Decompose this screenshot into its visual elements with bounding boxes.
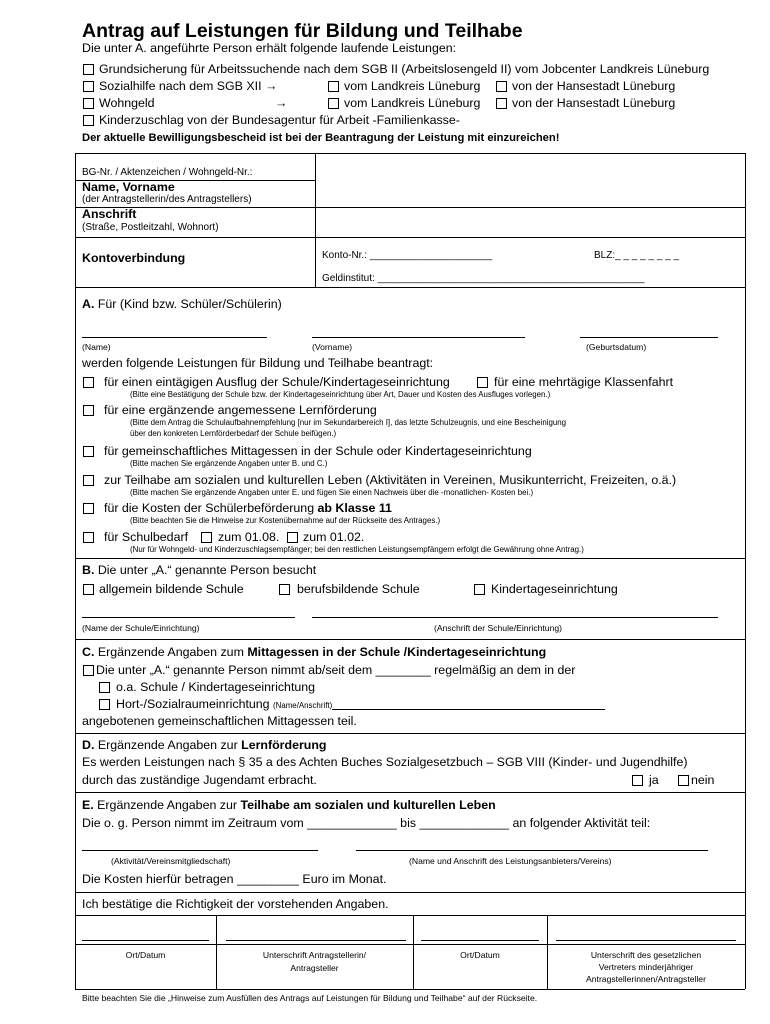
- checkbox-mittagessen[interactable]: [83, 446, 94, 457]
- school-name-caption: (Name der Schule/Einrichtung): [82, 623, 200, 633]
- name-field[interactable]: [316, 181, 744, 206]
- mittag-line-1: Die unter „A.“ genannte Person nimmt ab/seit dem ________ regelmäßig an dem in der: [96, 663, 576, 677]
- checkbox-befoerderung[interactable]: [83, 503, 94, 514]
- wohngeld-label: Wohngeld: [99, 96, 155, 110]
- account-label: Kontoverbindung: [82, 251, 186, 265]
- school-address-line[interactable]: [312, 617, 718, 618]
- zum-0102-label: zum 01.02.: [303, 530, 365, 544]
- ja-label: ja: [649, 773, 659, 787]
- lern-hint-2: über den konkreten Lernförderbedarf der Schule beifügen.): [130, 429, 337, 438]
- lern-line-2: durch das zuständige Jugendamt erbracht.: [82, 773, 317, 787]
- intro-text: Die unter A. angeführte Person erhält folgende laufende Leistungen:: [82, 41, 457, 55]
- checkbox-teilhabe[interactable]: [83, 475, 94, 486]
- checkbox-hansestadt-2[interactable]: [496, 98, 507, 109]
- checkbox-schule-kita[interactable]: [99, 682, 110, 693]
- activity-caption: (Aktivität/Vereinsmitgliedschaft): [111, 856, 231, 866]
- landkreis-2-label: vom Landkreis Lüneburg: [344, 96, 481, 110]
- teilhabe-line-1: Die o. g. Person nimmt im Zeitraum vom _____________ bis _____________ an folgender Aktivität teil:: [82, 816, 651, 830]
- checkbox-berufsbildend[interactable]: [279, 584, 290, 595]
- signature-guardian-caption-1: Unterschrift des gesetzlichen: [590, 950, 702, 960]
- grundsicherung-label: Grundsicherung für Arbeitssuchende nach dem SGB II (Arbeitslosengeld II) vom Jobcenter Landkreis Lüneburg: [99, 62, 710, 76]
- frame-left: [75, 153, 76, 989]
- ort-datum-2-line[interactable]: [421, 940, 539, 941]
- ausflug-hint: (Bitte eine Bestätigung der Schule bzw. der Kindertageseinrichtung über Art, Dauer und Kosten des Ausfluges vorlegen.): [130, 390, 551, 399]
- footer-note: Bitte beachten Sie die „Hinweise zum Ausfüllen des Antrags auf Leistungen für Bildung und Teilhabe“ auf der Rückseite.: [82, 993, 538, 1003]
- signature-applicant-caption-1: Unterschrift Antragstellerin/: [262, 950, 367, 960]
- teilhabe-hint: (Bitte machen Sie ergänzende Angaben unter E. und fügen Sie einen Nachweis über die -monatlichen- Kosten bei.): [130, 488, 534, 497]
- klassenfahrt-label: für eine mehrtägige Klassenfahrt: [494, 375, 674, 389]
- signature-applicant-line[interactable]: [226, 940, 406, 941]
- checkbox-mittag-ab[interactable]: [83, 665, 94, 676]
- befoerderung-hint: (Bitte beachten Sie die Hinweise zur Kostenübernahme auf der Rückseite des Antrages.): [130, 516, 441, 525]
- section-d-heading: D. Ergänzende Angaben zur Lernförderung: [82, 738, 327, 752]
- zum-0108-label: zum 01.08.: [218, 530, 280, 544]
- requested-text: werden folgende Leistungen für Bildung und Teilhabe beantragt:: [82, 356, 434, 370]
- notice-text: Der aktuelle Bewilligungsbescheid ist bei der Beantragung der Leistung mit einzureichen!: [82, 132, 560, 144]
- checkbox-klassenfahrt[interactable]: [477, 377, 488, 388]
- confirmation-text: Ich bestätige die Richtigkeit der vorstehenden Angaben.: [82, 897, 389, 911]
- provider-line[interactable]: [356, 850, 708, 851]
- hansestadt-2-label: von der Hansestadt Lüneburg: [512, 96, 676, 110]
- checkbox-schulbedarf[interactable]: [83, 532, 94, 543]
- checkbox-zum-0102[interactable]: [287, 532, 298, 543]
- option-schule-kita: o.a. Schule / Kindertageseinrichtung: [116, 680, 316, 694]
- konto-nr-field[interactable]: Konto-Nr.: ______________________: [322, 250, 493, 261]
- hort-name-line[interactable]: [332, 709, 605, 710]
- berufsbildend-label: berufsbildende Schule: [297, 582, 420, 596]
- mittag-hint: (Bitte machen Sie ergänzende Angaben unter B. und C.): [130, 459, 328, 468]
- child-birthdate-caption: (Geburtsdatum): [586, 342, 647, 352]
- school-address-caption: (Anschrift der Schule/Einrichtung): [434, 623, 563, 633]
- checkbox-wohngeld[interactable]: [83, 98, 94, 109]
- cost-line: Die Kosten hierfür betragen _________ Euro im Monat.: [82, 872, 387, 886]
- child-name-line[interactable]: [82, 337, 267, 338]
- child-vorname-line[interactable]: [312, 337, 525, 338]
- checkbox-landkreis-1[interactable]: [328, 81, 339, 92]
- name-hint: (der Antragstellerin/des Antragstellers): [82, 194, 252, 205]
- sozialhilfe-label: Sozialhilfe nach dem SGB XII →: [99, 79, 278, 93]
- section-c-heading: C. Ergänzende Angaben zum Mittagessen in der Schule /Kindertageseinrichtung: [82, 645, 547, 659]
- checkbox-ausflug[interactable]: [83, 377, 94, 388]
- section-b-heading: B. Die unter „A.“ genannte Person besucht: [82, 563, 317, 577]
- lern-hint-1: (Bitte dem Antrag die Schulaufbahnempfehlung [nur im Sekundarbereich I], das letzte Schulzeugnis, und eine Bescheinigung: [130, 418, 567, 427]
- bg-nr-label: BG-Nr. / Aktenzeichen / Wohngeld-Nr.:: [82, 167, 253, 178]
- ausflug-label: für einen eintägigen Ausflug der Schule/Kindertageseinrichtung: [104, 375, 450, 389]
- checkbox-kita[interactable]: [474, 584, 485, 595]
- section-e-heading: E. Ergänzende Angaben zur Teilhabe am sozialen und kulturellen Leben: [82, 798, 496, 812]
- school-name-line[interactable]: [82, 617, 295, 618]
- befoerderung-label: für die Kosten der Schülerbeförderung ab Klasse 11: [104, 501, 392, 515]
- mittag-line-end: angebotenen gemeinschaftlichen Mittagessen teil.: [82, 714, 357, 728]
- checkbox-lernfoerderung[interactable]: [83, 405, 94, 416]
- landkreis-1-label: vom Landkreis Lüneburg: [344, 79, 481, 93]
- checkbox-ja[interactable]: [632, 775, 643, 786]
- checkbox-sozialhilfe[interactable]: [83, 81, 94, 92]
- option-hort: Hort-/Sozialraumeinrichtung (Name/Anschrift): [116, 697, 333, 711]
- schulbedarf-label: für Schulbedarf: [104, 530, 189, 544]
- checkbox-zum-0108[interactable]: [201, 532, 212, 543]
- lern-line-1: Es werden Leistungen nach § 35 a des Achten Buches Sozialgesetzbuch – SGB VIII (Kinder- und Jugendhilfe): [82, 755, 688, 769]
- checkbox-kinderzuschlag[interactable]: [83, 115, 94, 126]
- provider-caption: (Name und Anschrift des Leistungsanbieters/Vereins): [409, 856, 612, 866]
- checkbox-nein[interactable]: [678, 775, 689, 786]
- arrow-icon: →: [275, 96, 288, 110]
- checkbox-grundsicherung[interactable]: [83, 64, 94, 75]
- form-title: Antrag auf Leistungen für Bildung und Teilhabe: [82, 20, 523, 42]
- kita-label: Kindertageseinrichtung: [491, 582, 618, 596]
- nein-label: nein: [691, 773, 715, 787]
- frame-bottom: [75, 989, 745, 990]
- teilhabe-label: zur Teilhabe am sozialen und kulturellen Leben (Aktivitäten in Vereinen, Musikunterricht, Freizeiten, o.ä.): [104, 473, 677, 487]
- child-vorname-caption: (Vorname): [312, 342, 353, 352]
- signature-guardian-line[interactable]: [556, 940, 736, 941]
- checkbox-landkreis-2[interactable]: [328, 98, 339, 109]
- signature-guardian-caption-2: Vertreters minderjähriger: [598, 962, 694, 972]
- ort-datum-1-caption: Ort/Datum: [125, 950, 166, 960]
- child-name-caption: (Name): [82, 342, 111, 352]
- blz-field[interactable]: BLZ:_ _ _ _ _ _ _ _: [594, 250, 680, 261]
- address-hint: (Straße, Postleitzahl, Wohnort): [82, 222, 219, 233]
- child-birthdate-line[interactable]: [580, 337, 718, 338]
- address-field[interactable]: [316, 208, 744, 236]
- frame-right: [745, 153, 746, 989]
- geldinstitut-field[interactable]: Geldinstitut: ________________________________________________: [322, 273, 645, 284]
- hansestadt-1-label: von der Hansestadt Lüneburg: [512, 79, 676, 93]
- ort-datum-1-line[interactable]: [82, 940, 209, 941]
- signature-guardian-caption-3: Antragstellerinnen/Antragsteller: [586, 974, 706, 984]
- checkbox-hansestadt-1[interactable]: [496, 81, 507, 92]
- checkbox-allgemein[interactable]: [83, 584, 94, 595]
- schulbedarf-hint: (Nur für Wohngeld- und Kinderzuschlagsempfänger; bei den restlichen Leistungsempfängern erfolgt die Gewährung ohne Antrag.): [130, 545, 584, 554]
- signature-applicant-caption-2: Antragsteller: [290, 963, 339, 973]
- kinderzuschlag-label: Kinderzuschlag von der Bundesagentur für Arbeit -Familienkasse-: [99, 113, 460, 127]
- ort-datum-2-caption: Ort/Datum: [460, 950, 500, 960]
- section-a-heading: A. Für (Kind bzw. Schüler/Schülerin): [82, 297, 282, 311]
- checkbox-hort[interactable]: [99, 699, 110, 710]
- address-label: Anschrift: [82, 207, 137, 221]
- mittagessen-label: für gemeinschaftliches Mittagessen in der Schule oder Kindertageseinrichtung: [104, 444, 532, 458]
- lernfoerderung-label: für eine ergänzende angemessene Lernförderung: [104, 403, 377, 417]
- allgemein-label: allgemein bildende Schule: [99, 582, 244, 596]
- activity-line[interactable]: [82, 850, 318, 851]
- name-label: Name, Vorname: [82, 180, 175, 194]
